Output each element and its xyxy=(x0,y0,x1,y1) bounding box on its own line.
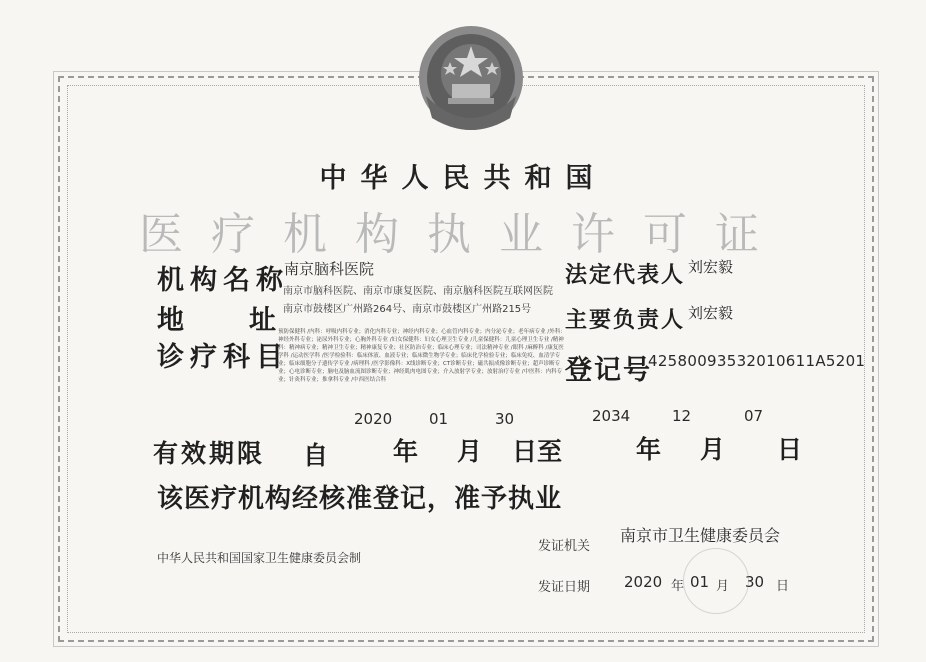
label-to-month: 月 xyxy=(700,435,726,464)
document-title: 医疗机构执业许可证 xyxy=(139,209,787,260)
institution-other-names: 南京市脑科医院、南京市康复医院、南京脑科医院互联网医院 xyxy=(283,286,553,297)
valid-to-day: 07 xyxy=(744,407,764,425)
valid-from-year: 2020 xyxy=(354,410,393,428)
national-emblem-icon xyxy=(412,22,530,140)
label-validity: 有效期限 xyxy=(153,439,266,468)
label-registration-number: 登记号 xyxy=(565,355,652,386)
institution-address: 南京市鼓楼区广州路264号、南京市鼓楼区广州路215号 xyxy=(283,304,532,315)
label-to-day: 日 xyxy=(777,435,803,464)
label-principal: 主要负责人 xyxy=(565,307,686,333)
issue-year: 2020 xyxy=(624,573,663,591)
label-day-to: 日至 xyxy=(512,437,563,466)
label-from: 自 xyxy=(303,441,329,470)
label-issue-day: 日 xyxy=(776,579,790,594)
label-to-year: 年 xyxy=(636,435,662,464)
label-from-year: 年 xyxy=(393,437,419,466)
country-title: 中华人民共和国 xyxy=(319,163,607,194)
label-address-left: 地 xyxy=(157,305,190,336)
label-legal-representative: 法定代表人 xyxy=(565,262,686,288)
issue-day: 30 xyxy=(745,573,765,591)
departments-list: 预防保健科 /内科：呼吸内科专业；消化内科专业；神经内科专业；心血管内科专业；内分泌专业；老年病专业 /外科：神经外科专业；泌尿外科专业；心胸外科专业 /妇女保健科：妇女心理卫生专业 /儿童保健科：儿童心理卫生专业 /精神科：精神病专业；精神卫生专业；精神康复专业；社区防治专业；临床心理专业；司法精神专业 /眼科 /麻醉科 /康复医学科 /运动医学科 /医学检验科：临床体液、血液专业；临床微生物学专业；临床化学检验专业；临床免疫、血清学专业；临床细胞分子遗传学专业 /病理科 /医学影像科：X线诊断专业；CT诊断专业；磁共振成像诊断专业；超声诊断专业；心电诊断专业；脑电及脑血流图诊断专业；神经肌肉电图专业；介入放射学专业；放射治疗专业 /中医科：内科专业；针灸科专业；推拿科专业 /中西医结合科 xyxy=(278,329,566,383)
valid-to-year: 2034 xyxy=(592,407,631,425)
valid-from-month: 01 xyxy=(429,410,449,428)
approval-statement: 该医疗机构经核准登记，准予执业 xyxy=(157,484,563,514)
issuing-authority: 南京市卫生健康委员会 xyxy=(620,526,781,545)
label-institution-name: 机构名称 xyxy=(157,265,289,296)
label-issue-month: 月 xyxy=(716,579,730,594)
valid-from-day: 30 xyxy=(495,410,515,428)
official-seal-icon xyxy=(683,548,749,614)
label-from-month: 月 xyxy=(457,437,483,466)
label-issue-date: 发证日期 xyxy=(538,580,591,595)
issue-month: 01 xyxy=(690,573,710,591)
label-departments: 诊疗科目 xyxy=(157,342,289,373)
registration-number: 42580093532010611A5201 xyxy=(648,352,866,370)
institution-name: 南京脑科医院 xyxy=(284,260,375,278)
label-issue-year: 年 xyxy=(671,579,685,594)
legal-representative: 刘宏毅 xyxy=(688,258,734,276)
label-address-right: 址 xyxy=(249,305,282,336)
principal: 刘宏毅 xyxy=(688,304,734,322)
authority-note: 中华人民共和国国家卫生健康委员会制 xyxy=(157,551,362,565)
valid-to-month: 12 xyxy=(672,407,692,425)
label-issuer: 发证机关 xyxy=(538,539,591,554)
